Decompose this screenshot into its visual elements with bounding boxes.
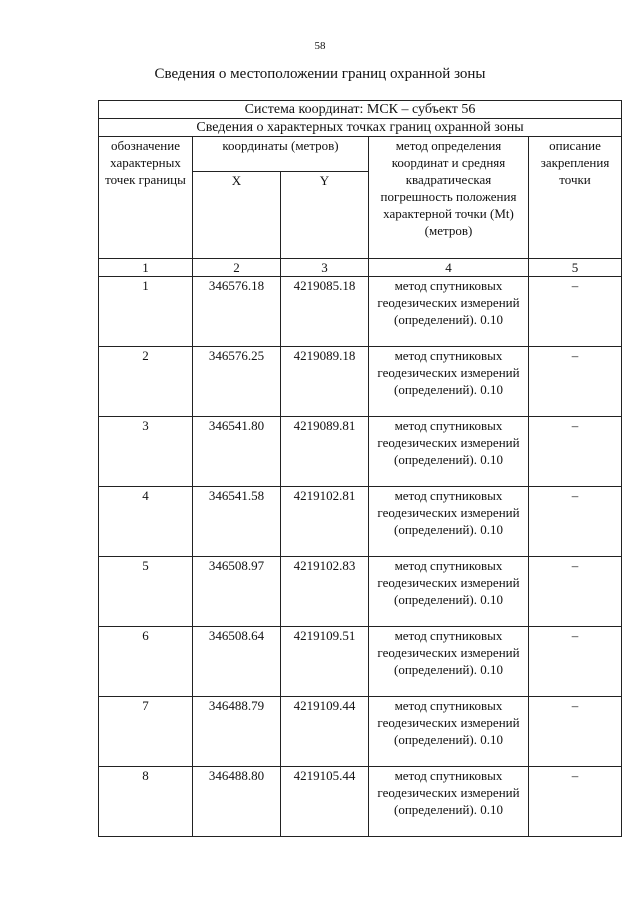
column-number: 3 <box>281 259 369 277</box>
document-title: Сведения о местоположении границ охранной зоны <box>154 66 486 82</box>
table-row <box>99 557 622 627</box>
method-cell: метод спутниковых геодезических измерений (определений). 0.10 <box>369 417 529 487</box>
table-row <box>99 487 622 557</box>
header-method: метод определения координат и средняя квадратическая погрешность положения характерной точки (Mt) (метров) <box>369 137 529 259</box>
description-cell: – <box>529 767 622 837</box>
method-cell: метод спутниковых геодезических измерений (определений). 0.10 <box>369 627 529 697</box>
column-number: 1 <box>99 259 193 277</box>
point-designation: 4 <box>99 487 193 557</box>
column-number: 5 <box>529 259 622 277</box>
boundary-points-table <box>98 100 622 837</box>
coordinate-y: 4219089.18 <box>281 347 369 417</box>
method-cell: метод спутниковых геодезических измерений (определений). 0.10 <box>369 347 529 417</box>
coordinate-x: 346541.80 <box>193 417 281 487</box>
method-cell: метод спутниковых геодезических измерений (определений). 0.10 <box>369 557 529 627</box>
header-y: Y <box>281 172 369 259</box>
coordinate-system-row <box>99 101 622 119</box>
coordinate-x: 346508.97 <box>193 557 281 627</box>
table-row <box>99 697 622 767</box>
point-designation: 5 <box>99 557 193 627</box>
description-cell: – <box>529 487 622 557</box>
table-row <box>99 277 622 347</box>
coordinate-x: 346541.58 <box>193 487 281 557</box>
info-row <box>99 119 622 137</box>
table-row <box>99 347 622 417</box>
info-cell: Сведения о характерных точках границ охранной зоны <box>99 119 622 137</box>
table-row <box>99 417 622 487</box>
coordinate-y: 4219102.81 <box>281 487 369 557</box>
method-cell: метод спутниковых геодезических измерений (определений). 0.10 <box>369 487 529 557</box>
method-cell: метод спутниковых геодезических измерений (определений). 0.10 <box>369 277 529 347</box>
coordinate-y: 4219102.83 <box>281 557 369 627</box>
description-cell: – <box>529 627 622 697</box>
coordinate-y: 4219109.51 <box>281 627 369 697</box>
description-cell: – <box>529 417 622 487</box>
column-numbers-row <box>99 259 622 277</box>
coordinate-x: 346508.64 <box>193 627 281 697</box>
description-cell: – <box>529 557 622 627</box>
coordinate-x: 346576.25 <box>193 347 281 417</box>
point-designation: 6 <box>99 627 193 697</box>
coordinate-y: 4219105.44 <box>281 767 369 837</box>
header-x: X <box>193 172 281 259</box>
coordinate-y: 4219109.44 <box>281 697 369 767</box>
table-row <box>99 767 622 837</box>
column-number: 4 <box>369 259 529 277</box>
coordinate-system-cell: Система координат: МСК – субъект 56 <box>99 101 622 119</box>
header-coordinates: координаты (метров) <box>193 137 369 172</box>
point-designation: 7 <box>99 697 193 767</box>
coordinate-x: 346488.79 <box>193 697 281 767</box>
page-number: 58 <box>314 40 326 52</box>
header-description: описание закрепления точки <box>529 137 622 259</box>
coordinate-y: 4219089.81 <box>281 417 369 487</box>
coordinate-y: 4219085.18 <box>281 277 369 347</box>
coordinate-x: 346488.80 <box>193 767 281 837</box>
header-designation: обозначение характерных точек границы <box>99 137 193 259</box>
description-cell: – <box>529 347 622 417</box>
point-designation: 1 <box>99 277 193 347</box>
column-number: 2 <box>193 259 281 277</box>
point-designation: 3 <box>99 417 193 487</box>
table-row <box>99 627 622 697</box>
coordinate-x: 346576.18 <box>193 277 281 347</box>
header-row <box>99 137 622 172</box>
point-designation: 8 <box>99 767 193 837</box>
description-cell: – <box>529 277 622 347</box>
description-cell: – <box>529 697 622 767</box>
method-cell: метод спутниковых геодезических измерений (определений). 0.10 <box>369 767 529 837</box>
method-cell: метод спутниковых геодезических измерений (определений). 0.10 <box>369 697 529 767</box>
point-designation: 2 <box>99 347 193 417</box>
